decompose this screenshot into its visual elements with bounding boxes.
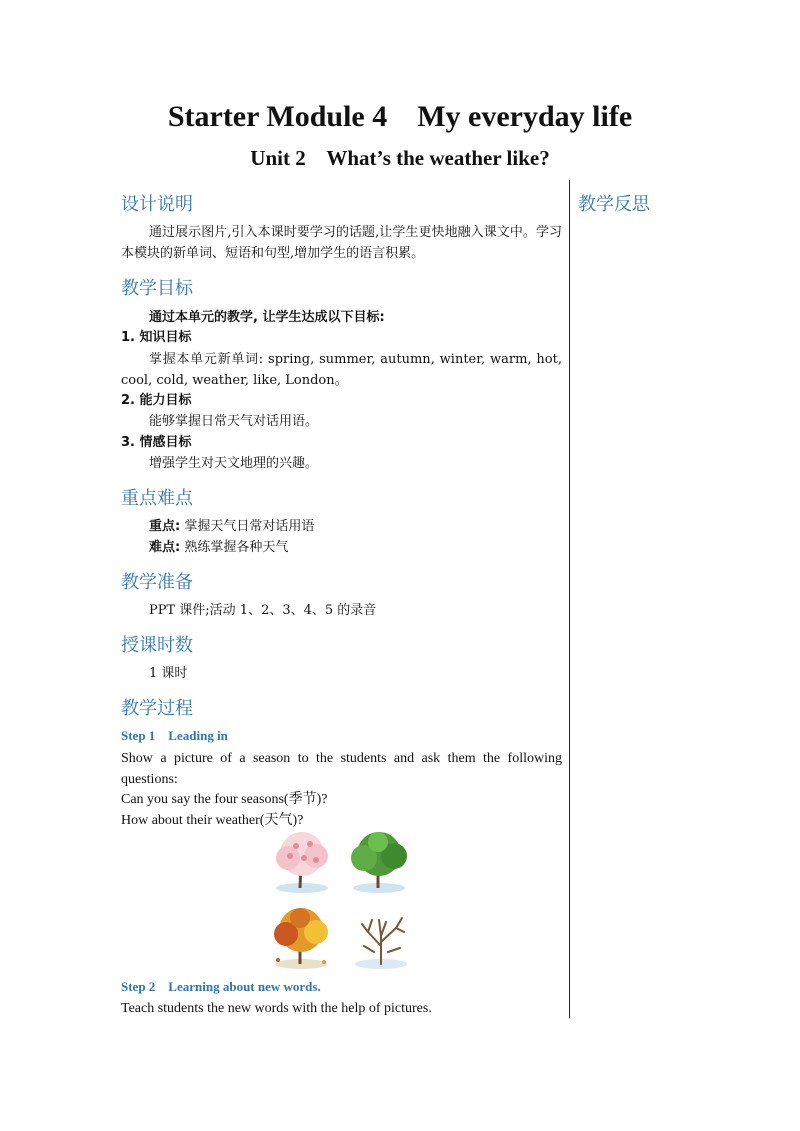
column-divider xyxy=(569,180,570,1018)
summer-tree-illustration xyxy=(344,830,414,894)
objectives-intro: 通过本单元的教学, 让学生达成以下目标: xyxy=(149,310,385,325)
preparation-heading: 教学准备 xyxy=(121,572,193,593)
objectives-heading: 教学目标 xyxy=(121,278,193,299)
difficult-point-text: 熟练掌握各种天气 xyxy=(184,540,289,555)
key-point-label: 重点: xyxy=(149,519,181,534)
duration-text: 1 课时 xyxy=(149,666,188,681)
document-subtitle: Unit 2 What’s the weather like? xyxy=(250,146,550,170)
process-heading: 教学过程 xyxy=(121,698,193,719)
step2-title: Step 2 Learning about new words. xyxy=(121,979,321,994)
key-point xyxy=(149,517,314,537)
key-point-text: 掌握天气日常对话用语 xyxy=(184,519,315,534)
spring-tree-illustration xyxy=(266,830,338,894)
preparation-text: PPT 课件;活动 1、2、3、4、5 的录音 xyxy=(149,603,377,618)
keypoints-heading: 重点难点 xyxy=(121,488,193,509)
step1-question-2: How about their weather(天气)? xyxy=(121,813,304,828)
objective-text-2: 能够掌握日常天气对话用语。 xyxy=(149,414,319,429)
document-title: Starter Module 4 My everyday life xyxy=(167,100,633,133)
reflection-heading: 教学反思 xyxy=(578,194,650,215)
step1-text: Show a picture of a season to the students and ask them the following questions: xyxy=(121,751,562,787)
difficult-point xyxy=(149,538,288,558)
objective-label-1: 1. 知识目标 xyxy=(121,330,192,345)
design-heading: 设计说明 xyxy=(121,194,193,215)
objective-label-2: 2. 能力目标 xyxy=(121,393,192,408)
step2-text: Teach students the new words with the help of pictures. xyxy=(121,1001,432,1016)
step1-title: Step 1 Leading in xyxy=(121,728,228,743)
objective-label-3: 3. 情感目标 xyxy=(121,435,192,450)
duration-heading: 授课时数 xyxy=(121,635,193,656)
design-text: 通过展示图片,引入本课时要学习的话题,让学生更快地融入课文中。学习本模块的新单词、短语和句型,增加学生的语言积累。 xyxy=(121,225,562,261)
objective-text-3: 增强学生对天文地理的兴趣。 xyxy=(149,456,319,471)
winter-tree-illustration xyxy=(346,906,416,970)
objective-text-1: 掌握本单元新单词: spring, summer, autumn, winter, warm, hot, cool, cold, weather, like, London。 xyxy=(121,352,562,388)
difficult-point-label: 难点: xyxy=(149,540,181,555)
autumn-tree-illustration xyxy=(264,906,338,970)
step1-question-1: Can you say the four seasons(季节)? xyxy=(121,792,328,807)
